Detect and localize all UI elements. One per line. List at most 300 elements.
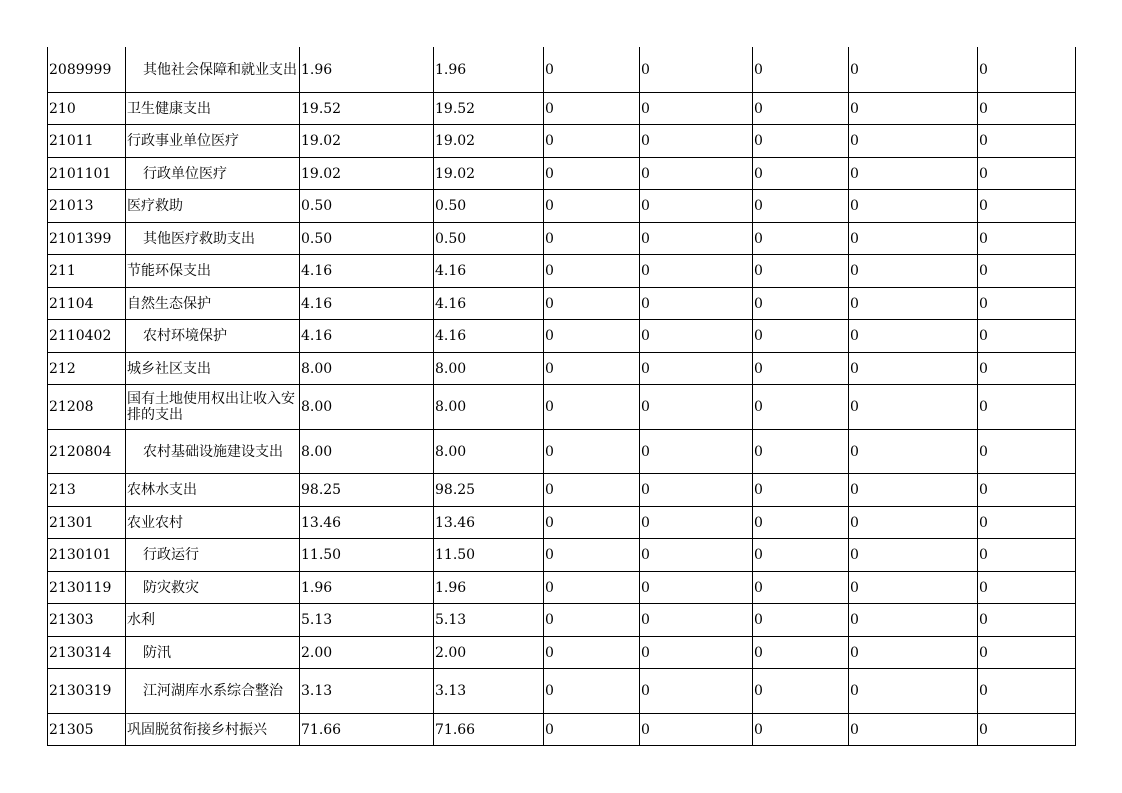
cell-col-3-text: 0 xyxy=(545,100,554,117)
cell-total xyxy=(300,539,434,572)
cell-col-7 xyxy=(978,223,1076,255)
cell-col-4-text: 0 xyxy=(641,198,650,214)
cell-col-7 xyxy=(978,572,1076,604)
cell-basic xyxy=(434,430,544,474)
cell-col-6-text: 0 xyxy=(850,443,859,460)
cell-subject-name-text: 国有土地使用权出让收入安排的支出 xyxy=(127,391,295,423)
cell-col-3-text: 0 xyxy=(545,683,554,699)
cell-col-7 xyxy=(978,474,1076,507)
cell-code-text: 2101399 xyxy=(49,230,112,247)
cell-col-3-text: 0 xyxy=(545,482,554,498)
cell-code xyxy=(48,539,126,572)
cell-col-4 xyxy=(640,604,753,637)
cell-col-5-text: 0 xyxy=(754,482,763,498)
cell-col-6 xyxy=(849,93,978,125)
cell-subject-name-text: 城乡社区支出 xyxy=(127,360,211,377)
cell-col-6-text: 0 xyxy=(850,360,859,377)
cell-subject-name-text: 行政事业单位医疗 xyxy=(127,133,239,149)
cell-col-5-text: 0 xyxy=(754,612,763,628)
cell-subject-name-text: 节能环保支出 xyxy=(127,263,211,279)
cell-col-7-text: 0 xyxy=(979,61,988,78)
cell-subject-name xyxy=(126,669,300,714)
cell-col-6-text: 0 xyxy=(850,230,859,247)
cell-total xyxy=(300,572,434,604)
cell-col-5 xyxy=(753,93,849,125)
cell-code-text: 2089999 xyxy=(49,61,112,78)
cell-col-3 xyxy=(544,47,640,93)
cell-code-text: 2110402 xyxy=(49,328,112,344)
cell-col-7 xyxy=(978,47,1076,93)
cell-basic-text: 19.02 xyxy=(435,133,476,149)
cell-col-4-text: 0 xyxy=(641,683,650,699)
cell-col-4 xyxy=(640,190,753,223)
cell-total xyxy=(300,223,434,255)
cell-col-5-text: 0 xyxy=(754,100,763,117)
cell-code xyxy=(48,637,126,669)
cell-total-text: 5.13 xyxy=(301,612,333,628)
cell-col-5-text: 0 xyxy=(754,399,763,415)
cell-basic xyxy=(434,93,544,125)
cell-total xyxy=(300,669,434,714)
cell-code-text: 2130101 xyxy=(49,547,112,563)
cell-col-5 xyxy=(753,604,849,637)
cell-col-5 xyxy=(753,255,849,288)
cell-subject-name-text: 其他社会保障和就业支出 xyxy=(143,61,297,78)
cell-col-5-text: 0 xyxy=(754,443,763,460)
cell-col-5-text: 0 xyxy=(754,263,763,279)
cell-basic-text: 13.46 xyxy=(435,514,476,531)
cell-col-6 xyxy=(849,320,978,353)
cell-col-3 xyxy=(544,288,640,320)
cell-col-4-text: 0 xyxy=(641,230,650,247)
cell-basic-text: 11.50 xyxy=(435,547,476,563)
cell-col-7 xyxy=(978,637,1076,669)
cell-total-text: 19.02 xyxy=(301,133,342,149)
cell-col-6 xyxy=(849,223,978,255)
cell-basic xyxy=(434,255,544,288)
cell-basic xyxy=(434,320,544,353)
cell-col-3 xyxy=(544,714,640,746)
cell-col-3-text: 0 xyxy=(545,514,554,531)
cell-code xyxy=(48,385,126,430)
budget-sheet xyxy=(47,47,1076,746)
cell-col-3 xyxy=(544,385,640,430)
cell-col-3 xyxy=(544,430,640,474)
cell-col-6-text: 0 xyxy=(850,612,859,628)
cell-col-6-text: 0 xyxy=(850,683,859,699)
cell-code xyxy=(48,604,126,637)
cell-basic-text: 0.50 xyxy=(435,198,467,214)
cell-code xyxy=(48,158,126,190)
cell-col-6 xyxy=(849,604,978,637)
cell-total xyxy=(300,430,434,474)
cell-basic-text: 8.00 xyxy=(435,443,467,460)
cell-col-3 xyxy=(544,507,640,539)
cell-col-6-text: 0 xyxy=(850,399,859,415)
cell-col-4-text: 0 xyxy=(641,165,650,182)
cell-col-6 xyxy=(849,507,978,539)
cell-col-3-text: 0 xyxy=(545,721,554,738)
cell-basic xyxy=(434,539,544,572)
table-row xyxy=(48,714,1076,746)
table-row xyxy=(48,353,1076,385)
cell-subject-name-text: 医疗救助 xyxy=(127,198,183,214)
cell-basic xyxy=(434,572,544,604)
cell-col-6-text: 0 xyxy=(850,482,859,498)
cell-total xyxy=(300,604,434,637)
cell-col-7-text: 0 xyxy=(979,612,988,628)
cell-code xyxy=(48,353,126,385)
cell-total-text: 8.00 xyxy=(301,360,333,377)
cell-col-3 xyxy=(544,604,640,637)
cell-col-3 xyxy=(544,669,640,714)
cell-basic-text: 1.96 xyxy=(435,61,467,78)
cell-subject-name xyxy=(126,223,300,255)
cell-total xyxy=(300,637,434,669)
table-row xyxy=(48,637,1076,669)
cell-subject-name-text: 自然生态保护 xyxy=(127,295,211,312)
cell-col-4 xyxy=(640,353,753,385)
cell-col-5-text: 0 xyxy=(754,61,763,78)
table-row xyxy=(48,223,1076,255)
cell-col-4 xyxy=(640,714,753,746)
cell-code xyxy=(48,714,126,746)
cell-code xyxy=(48,223,126,255)
cell-col-7 xyxy=(978,714,1076,746)
cell-basic xyxy=(434,604,544,637)
cell-col-6 xyxy=(849,385,978,430)
cell-col-4 xyxy=(640,223,753,255)
cell-col-7 xyxy=(978,385,1076,430)
cell-col-5-text: 0 xyxy=(754,683,763,699)
cell-col-5-text: 0 xyxy=(754,133,763,149)
cell-subject-name xyxy=(126,539,300,572)
table-row xyxy=(48,158,1076,190)
cell-col-4-text: 0 xyxy=(641,360,650,377)
table-row xyxy=(48,507,1076,539)
cell-total xyxy=(300,474,434,507)
cell-total xyxy=(300,507,434,539)
cell-col-6 xyxy=(849,430,978,474)
cell-col-4-text: 0 xyxy=(641,133,650,149)
cell-code-text: 2130314 xyxy=(49,644,112,661)
cell-col-7-text: 0 xyxy=(979,514,988,531)
cell-col-4 xyxy=(640,288,753,320)
cell-subject-name-text: 卫生健康支出 xyxy=(127,100,211,117)
cell-total-text: 1.96 xyxy=(301,579,333,596)
cell-col-7-text: 0 xyxy=(979,230,988,247)
cell-col-6 xyxy=(849,474,978,507)
cell-col-3-text: 0 xyxy=(545,61,554,78)
cell-code xyxy=(48,125,126,158)
cell-col-4-text: 0 xyxy=(641,399,650,415)
cell-code-text: 213 xyxy=(49,482,76,498)
cell-col-7-text: 0 xyxy=(979,100,988,117)
cell-code xyxy=(48,507,126,539)
cell-basic-text: 4.16 xyxy=(435,328,467,344)
cell-total-text: 4.16 xyxy=(301,263,333,279)
cell-col-5 xyxy=(753,669,849,714)
cell-col-4-text: 0 xyxy=(641,547,650,563)
cell-col-4-text: 0 xyxy=(641,514,650,531)
cell-col-3-text: 0 xyxy=(545,165,554,182)
cell-col-6 xyxy=(849,669,978,714)
cell-col-6 xyxy=(849,190,978,223)
cell-col-4-text: 0 xyxy=(641,328,650,344)
cell-code xyxy=(48,47,126,93)
cell-col-4 xyxy=(640,47,753,93)
cell-total-text: 3.13 xyxy=(301,683,333,699)
cell-col-4 xyxy=(640,669,753,714)
cell-col-5-text: 0 xyxy=(754,230,763,247)
table-row xyxy=(48,125,1076,158)
cell-basic xyxy=(434,223,544,255)
cell-subject-name xyxy=(126,93,300,125)
cell-basic-text: 4.16 xyxy=(435,295,467,312)
cell-total xyxy=(300,125,434,158)
cell-col-5-text: 0 xyxy=(754,360,763,377)
cell-col-6 xyxy=(849,572,978,604)
table-row xyxy=(48,539,1076,572)
table-row xyxy=(48,93,1076,125)
cell-code-text: 21208 xyxy=(49,399,94,415)
cell-subject-name-text: 行政运行 xyxy=(143,547,199,563)
cell-col-3-text: 0 xyxy=(545,295,554,312)
cell-col-3-text: 0 xyxy=(545,328,554,344)
cell-subject-name-text: 防灾救灾 xyxy=(143,579,199,596)
cell-col-6-text: 0 xyxy=(850,61,859,78)
cell-total xyxy=(300,190,434,223)
cell-total-text: 4.16 xyxy=(301,295,333,312)
cell-basic-text: 19.02 xyxy=(435,165,476,182)
cell-col-5-text: 0 xyxy=(754,165,763,182)
cell-col-6-text: 0 xyxy=(850,644,859,661)
cell-col-5 xyxy=(753,385,849,430)
cell-code-text: 21104 xyxy=(49,295,94,312)
cell-subject-name xyxy=(126,47,300,93)
cell-basic-text: 8.00 xyxy=(435,360,467,377)
cell-col-6-text: 0 xyxy=(850,721,859,738)
cell-col-7-text: 0 xyxy=(979,328,988,344)
cell-subject-name xyxy=(126,255,300,288)
cell-code-text: 21305 xyxy=(49,721,94,738)
cell-col-6 xyxy=(849,539,978,572)
cell-basic-text: 8.00 xyxy=(435,399,467,415)
cell-col-6 xyxy=(849,125,978,158)
table-row xyxy=(48,604,1076,637)
cell-basic xyxy=(434,714,544,746)
cell-code-text: 21303 xyxy=(49,612,94,628)
cell-basic-text: 19.52 xyxy=(435,100,476,117)
table-row xyxy=(48,385,1076,430)
table-row xyxy=(48,255,1076,288)
cell-col-5 xyxy=(753,714,849,746)
cell-col-3 xyxy=(544,158,640,190)
cell-col-6-text: 0 xyxy=(850,133,859,149)
cell-col-6-text: 0 xyxy=(850,514,859,531)
cell-col-7-text: 0 xyxy=(979,133,988,149)
cell-col-3 xyxy=(544,190,640,223)
cell-col-4-text: 0 xyxy=(641,721,650,738)
cell-col-5 xyxy=(753,125,849,158)
cell-code-text: 210 xyxy=(49,100,76,117)
cell-code-text: 211 xyxy=(49,263,76,279)
cell-col-5-text: 0 xyxy=(754,644,763,661)
cell-col-7 xyxy=(978,255,1076,288)
cell-code-text: 2101101 xyxy=(49,165,112,182)
cell-total xyxy=(300,47,434,93)
cell-col-5-text: 0 xyxy=(754,295,763,312)
cell-col-3-text: 0 xyxy=(545,263,554,279)
cell-col-7-text: 0 xyxy=(979,165,988,182)
cell-code-text: 21301 xyxy=(49,514,94,531)
cell-basic xyxy=(434,353,544,385)
cell-col-3 xyxy=(544,255,640,288)
cell-code-text: 2120804 xyxy=(49,443,112,460)
cell-subject-name-text: 其他医疗救助支出 xyxy=(143,230,255,247)
table-row xyxy=(48,320,1076,353)
cell-col-7 xyxy=(978,507,1076,539)
cell-col-7-text: 0 xyxy=(979,399,988,415)
cell-col-5 xyxy=(753,637,849,669)
cell-col-4-text: 0 xyxy=(641,443,650,460)
cell-col-7 xyxy=(978,430,1076,474)
cell-col-6 xyxy=(849,353,978,385)
cell-col-5 xyxy=(753,474,849,507)
cell-col-5-text: 0 xyxy=(754,547,763,563)
cell-col-7-text: 0 xyxy=(979,579,988,596)
cell-code xyxy=(48,669,126,714)
cell-subject-name xyxy=(126,474,300,507)
cell-basic xyxy=(434,637,544,669)
cell-basic-text: 5.13 xyxy=(435,612,467,628)
cell-subject-name xyxy=(126,353,300,385)
cell-basic xyxy=(434,507,544,539)
cell-col-5 xyxy=(753,430,849,474)
table-row xyxy=(48,288,1076,320)
cell-basic-text: 1.96 xyxy=(435,579,467,596)
cell-col-3-text: 0 xyxy=(545,443,554,460)
cell-col-4 xyxy=(640,572,753,604)
cell-col-5 xyxy=(753,158,849,190)
cell-subject-name xyxy=(126,320,300,353)
cell-subject-name xyxy=(126,604,300,637)
cell-basic-text: 98.25 xyxy=(435,482,476,498)
cell-code-text: 2130119 xyxy=(49,579,112,596)
cell-col-7-text: 0 xyxy=(979,683,988,699)
cell-total xyxy=(300,385,434,430)
cell-col-7 xyxy=(978,320,1076,353)
cell-col-3 xyxy=(544,353,640,385)
cell-col-5-text: 0 xyxy=(754,579,763,596)
cell-total-text: 0.50 xyxy=(301,230,333,247)
cell-basic xyxy=(434,125,544,158)
cell-col-4-text: 0 xyxy=(641,263,650,279)
cell-col-6-text: 0 xyxy=(850,328,859,344)
cell-col-3-text: 0 xyxy=(545,360,554,377)
cell-col-3-text: 0 xyxy=(545,133,554,149)
cell-col-7 xyxy=(978,93,1076,125)
cell-total-text: 71.66 xyxy=(301,721,342,738)
cell-col-6 xyxy=(849,47,978,93)
cell-col-7 xyxy=(978,669,1076,714)
cell-subject-name xyxy=(126,385,300,430)
cell-total-text: 8.00 xyxy=(301,399,333,415)
cell-col-3 xyxy=(544,637,640,669)
cell-col-4 xyxy=(640,93,753,125)
cell-code xyxy=(48,288,126,320)
cell-subject-name xyxy=(126,572,300,604)
cell-col-4 xyxy=(640,385,753,430)
expenditure-table xyxy=(47,47,1076,746)
cell-col-7-text: 0 xyxy=(979,360,988,377)
cell-col-6 xyxy=(849,158,978,190)
cell-col-6-text: 0 xyxy=(850,198,859,214)
cell-subject-name-text: 农村环境保护 xyxy=(143,328,227,344)
cell-col-4-text: 0 xyxy=(641,61,650,78)
cell-subject-name-text: 农业农村 xyxy=(127,514,183,531)
cell-col-6-text: 0 xyxy=(850,100,859,117)
cell-basic xyxy=(434,158,544,190)
cell-col-5 xyxy=(753,223,849,255)
cell-subject-name-text: 行政单位医疗 xyxy=(143,165,227,182)
cell-total xyxy=(300,288,434,320)
cell-col-3-text: 0 xyxy=(545,547,554,563)
cell-col-3 xyxy=(544,539,640,572)
cell-basic xyxy=(434,669,544,714)
cell-col-7 xyxy=(978,604,1076,637)
cell-col-3 xyxy=(544,320,640,353)
cell-col-6-text: 0 xyxy=(850,579,859,596)
cell-col-4 xyxy=(640,320,753,353)
cell-col-6-text: 0 xyxy=(850,547,859,563)
cell-code xyxy=(48,190,126,223)
cell-col-3 xyxy=(544,93,640,125)
cell-total xyxy=(300,93,434,125)
cell-col-5 xyxy=(753,190,849,223)
cell-col-7-text: 0 xyxy=(979,644,988,661)
cell-col-5 xyxy=(753,288,849,320)
cell-subject-name xyxy=(126,714,300,746)
cell-basic xyxy=(434,288,544,320)
cell-code-text: 2130319 xyxy=(49,683,112,699)
cell-code xyxy=(48,320,126,353)
cell-col-5-text: 0 xyxy=(754,198,763,214)
cell-total-text: 19.52 xyxy=(301,100,342,117)
cell-basic-text: 0.50 xyxy=(435,230,467,247)
table-row xyxy=(48,190,1076,223)
cell-col-3-text: 0 xyxy=(545,198,554,214)
cell-col-3-text: 0 xyxy=(545,230,554,247)
cell-code-text: 21011 xyxy=(49,133,94,149)
cell-col-6 xyxy=(849,255,978,288)
cell-col-5-text: 0 xyxy=(754,328,763,344)
cell-basic xyxy=(434,47,544,93)
cell-total xyxy=(300,714,434,746)
cell-total xyxy=(300,255,434,288)
cell-subject-name xyxy=(126,288,300,320)
cell-col-7 xyxy=(978,353,1076,385)
cell-col-3 xyxy=(544,474,640,507)
cell-col-5 xyxy=(753,572,849,604)
cell-code xyxy=(48,255,126,288)
cell-col-4-text: 0 xyxy=(641,482,650,498)
cell-col-4-text: 0 xyxy=(641,612,650,628)
cell-col-7 xyxy=(978,190,1076,223)
table-row xyxy=(48,47,1076,93)
cell-code-text: 212 xyxy=(49,360,76,377)
cell-total-text: 11.50 xyxy=(301,547,342,563)
